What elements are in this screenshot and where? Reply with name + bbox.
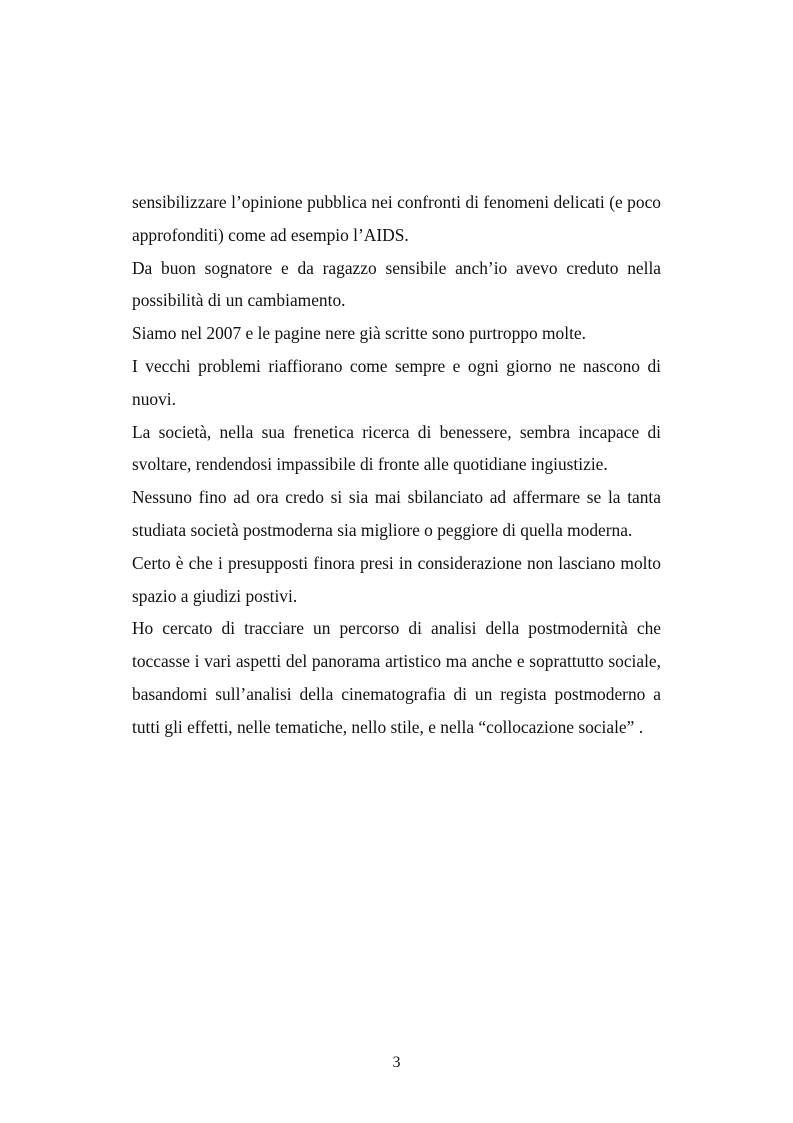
body-text: [132, 186, 661, 744]
paragraph: sensibilizzare l’opinione pubblica nei confronti di fenomeni delicati (e poco approfonditi) come ad esempio l’AIDS.: [132, 192, 661, 245]
paragraph: Siamo nel 2007 e le pagine nere già scritte sono purtroppo molte.: [132, 323, 586, 344]
paragraph: Nessuno fino ad ora credo si sia mai sbilanciato ad affermare se la tanta studiata società postmoderna sia migliore o peggiore di quella moderna.: [132, 487, 661, 540]
paragraph: Certo è che i presupposti finora presi in considerazione non lasciano molto spazio a giudizi postivi.: [132, 552, 661, 606]
paragraph: I vecchi problemi riaffiorano come sempre e ogni giorno ne nascono di nuovi.: [132, 355, 661, 409]
page-number: 3: [392, 1054, 401, 1071]
paragraph: Da buon sognatore e da ragazzo sensibile anch’io avevo creduto nella possibilità di un cambiamento.: [132, 257, 661, 311]
paragraph: Ho cercato di tracciare un percorso di analisi della postmodernità che toccasse i vari aspetti del panorama artistico ma anche e soprattutto sociale, basandomi sull’analisi della cinematografia di un regista postmoderno a tutti gli effetti, nelle tematiche, nello stile, e nella “collocazione sociale” .: [132, 618, 661, 737]
paragraph: La società, nella sua frenetica ricerca di benessere, sembra incapace di svoltare, rendendosi impassibile di fronte alle quotidiane ingiustizie.: [132, 421, 661, 475]
